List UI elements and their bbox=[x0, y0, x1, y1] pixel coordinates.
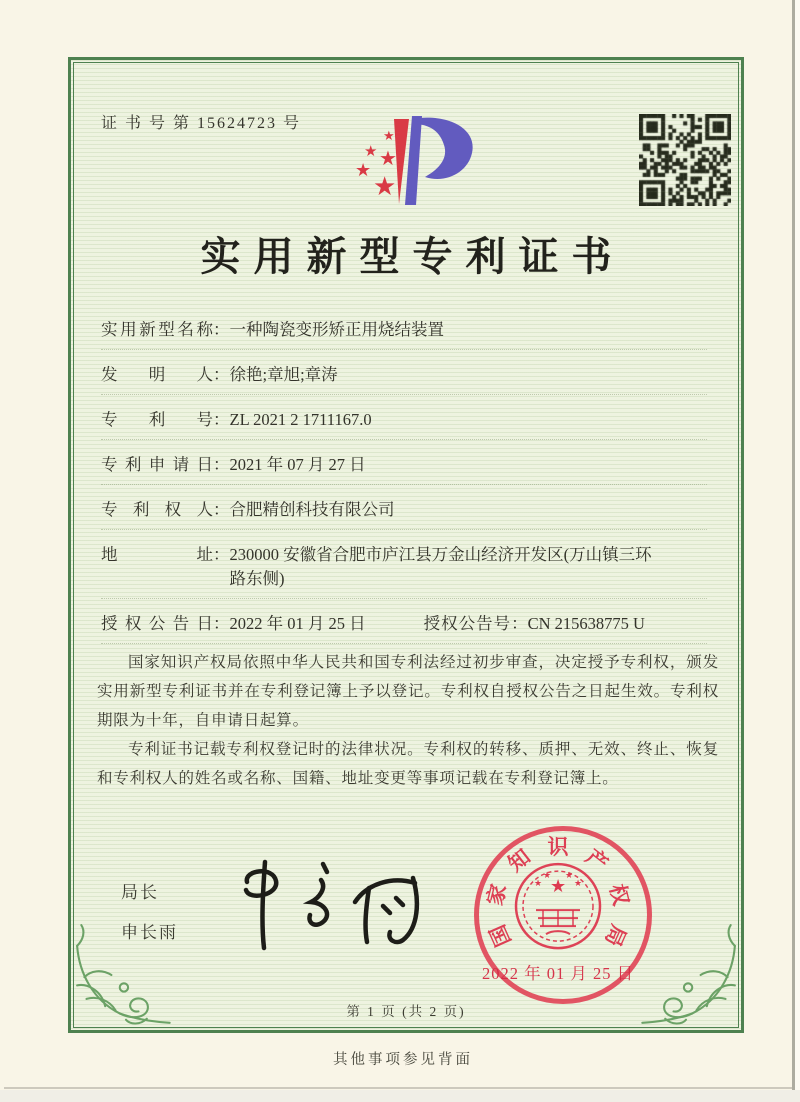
scan-edge-shadow bbox=[792, 0, 795, 1094]
scan-edge bbox=[0, 1090, 800, 1102]
qr-code bbox=[639, 114, 731, 206]
seal-character: 家 bbox=[482, 881, 512, 908]
emblem-star-icon: ★ bbox=[550, 876, 567, 897]
emblem-star-icon: ★ bbox=[543, 870, 552, 881]
grant-number: CN 215638775 U bbox=[527, 614, 645, 633]
seal-character: 国 bbox=[485, 921, 516, 951]
field-patentee: 专利权人 ： 合肥精创科技有限公司 bbox=[101, 498, 707, 530]
seal-character: 产 bbox=[581, 844, 613, 877]
field-application-date: 专利申请日 ： 2021 年 07 月 27 日 bbox=[101, 453, 707, 485]
signer-title: 局长 bbox=[121, 883, 159, 902]
field-grant-announcement: 授权公告日 ： 2022 年 01 月 25 日 授权公告号：CN 215638775 U bbox=[101, 612, 707, 644]
seal-character: 知 bbox=[503, 844, 535, 877]
emblem-star-icon: ★ bbox=[565, 870, 574, 881]
logo-star-icon: ★ bbox=[379, 148, 397, 170]
certificate-fields bbox=[101, 318, 707, 657]
seal-character: 局 bbox=[600, 921, 631, 951]
legal-paragraph-2: 专利证书记载专利权登记时的法律状况。专利权的转移、质押、无效、终止、恢复和专利权人的姓名或名称、国籍、地址变更等事项记载在专利登记簿上。 bbox=[97, 741, 719, 787]
scan-edge-shadow bbox=[4, 1087, 792, 1089]
grant-date: 2022 年 01 月 25 日 bbox=[229, 614, 366, 633]
certificate-title: 实用新型专利证书 bbox=[200, 234, 625, 279]
logo-star-icon: ★ bbox=[355, 160, 372, 180]
seal-character: 识 bbox=[547, 835, 569, 859]
logo-star-icon: ★ bbox=[373, 172, 397, 201]
seal-date: 2022 年 01 月 25 日 bbox=[481, 964, 635, 983]
field-utility-model-name: 实用新型名称 ： 一种陶瓷变形矫正用烧结装置 bbox=[101, 318, 707, 350]
certificate-number: 证 书 号 第 15624723 号 bbox=[101, 115, 302, 132]
certificate-border-frame bbox=[68, 57, 744, 1033]
scan-edge bbox=[795, 0, 800, 1102]
cnipa-logo bbox=[353, 113, 488, 209]
logo-star-icon: ★ bbox=[383, 128, 395, 143]
field-address: 地址 ： 230000 安徽省合肥市庐江县万金山经济开发区(万山镇三环路东侧) bbox=[101, 543, 707, 599]
field-patent-number: 专利号 ： ZL 2021 2 1711167.0 bbox=[101, 408, 707, 440]
legal-text bbox=[97, 648, 719, 793]
logo-star-icon: ★ bbox=[364, 144, 378, 160]
seal-character: 权 bbox=[604, 881, 634, 908]
field-inventors: 发明人 ： 徐艳;章旭;章涛 bbox=[101, 363, 707, 395]
legal-paragraph-1: 国家知识产权局依照中华人民共和国专利法经过初步审查，决定授予专利权，颁发实用新型专利证书并在专利登记簿上予以登记。专利权自授权公告之日起生效。专利权期限为十年，自申请日起算。 bbox=[97, 654, 719, 729]
grant-number-pair: 授权公告号：CN 215638775 U bbox=[423, 614, 645, 633]
emblem-star-icon: ★ bbox=[574, 878, 583, 889]
back-side-note: 其他事项参见背面 bbox=[333, 1052, 473, 1068]
handwritten-signature bbox=[223, 850, 443, 960]
page-number: 第 1 页 (共 2 页) bbox=[346, 1004, 466, 1019]
emblem-star-icon: ★ bbox=[534, 878, 543, 889]
signer-name: 申长雨 bbox=[121, 923, 178, 942]
official-seal bbox=[470, 822, 646, 998]
national-emblem-icon bbox=[510, 858, 606, 954]
